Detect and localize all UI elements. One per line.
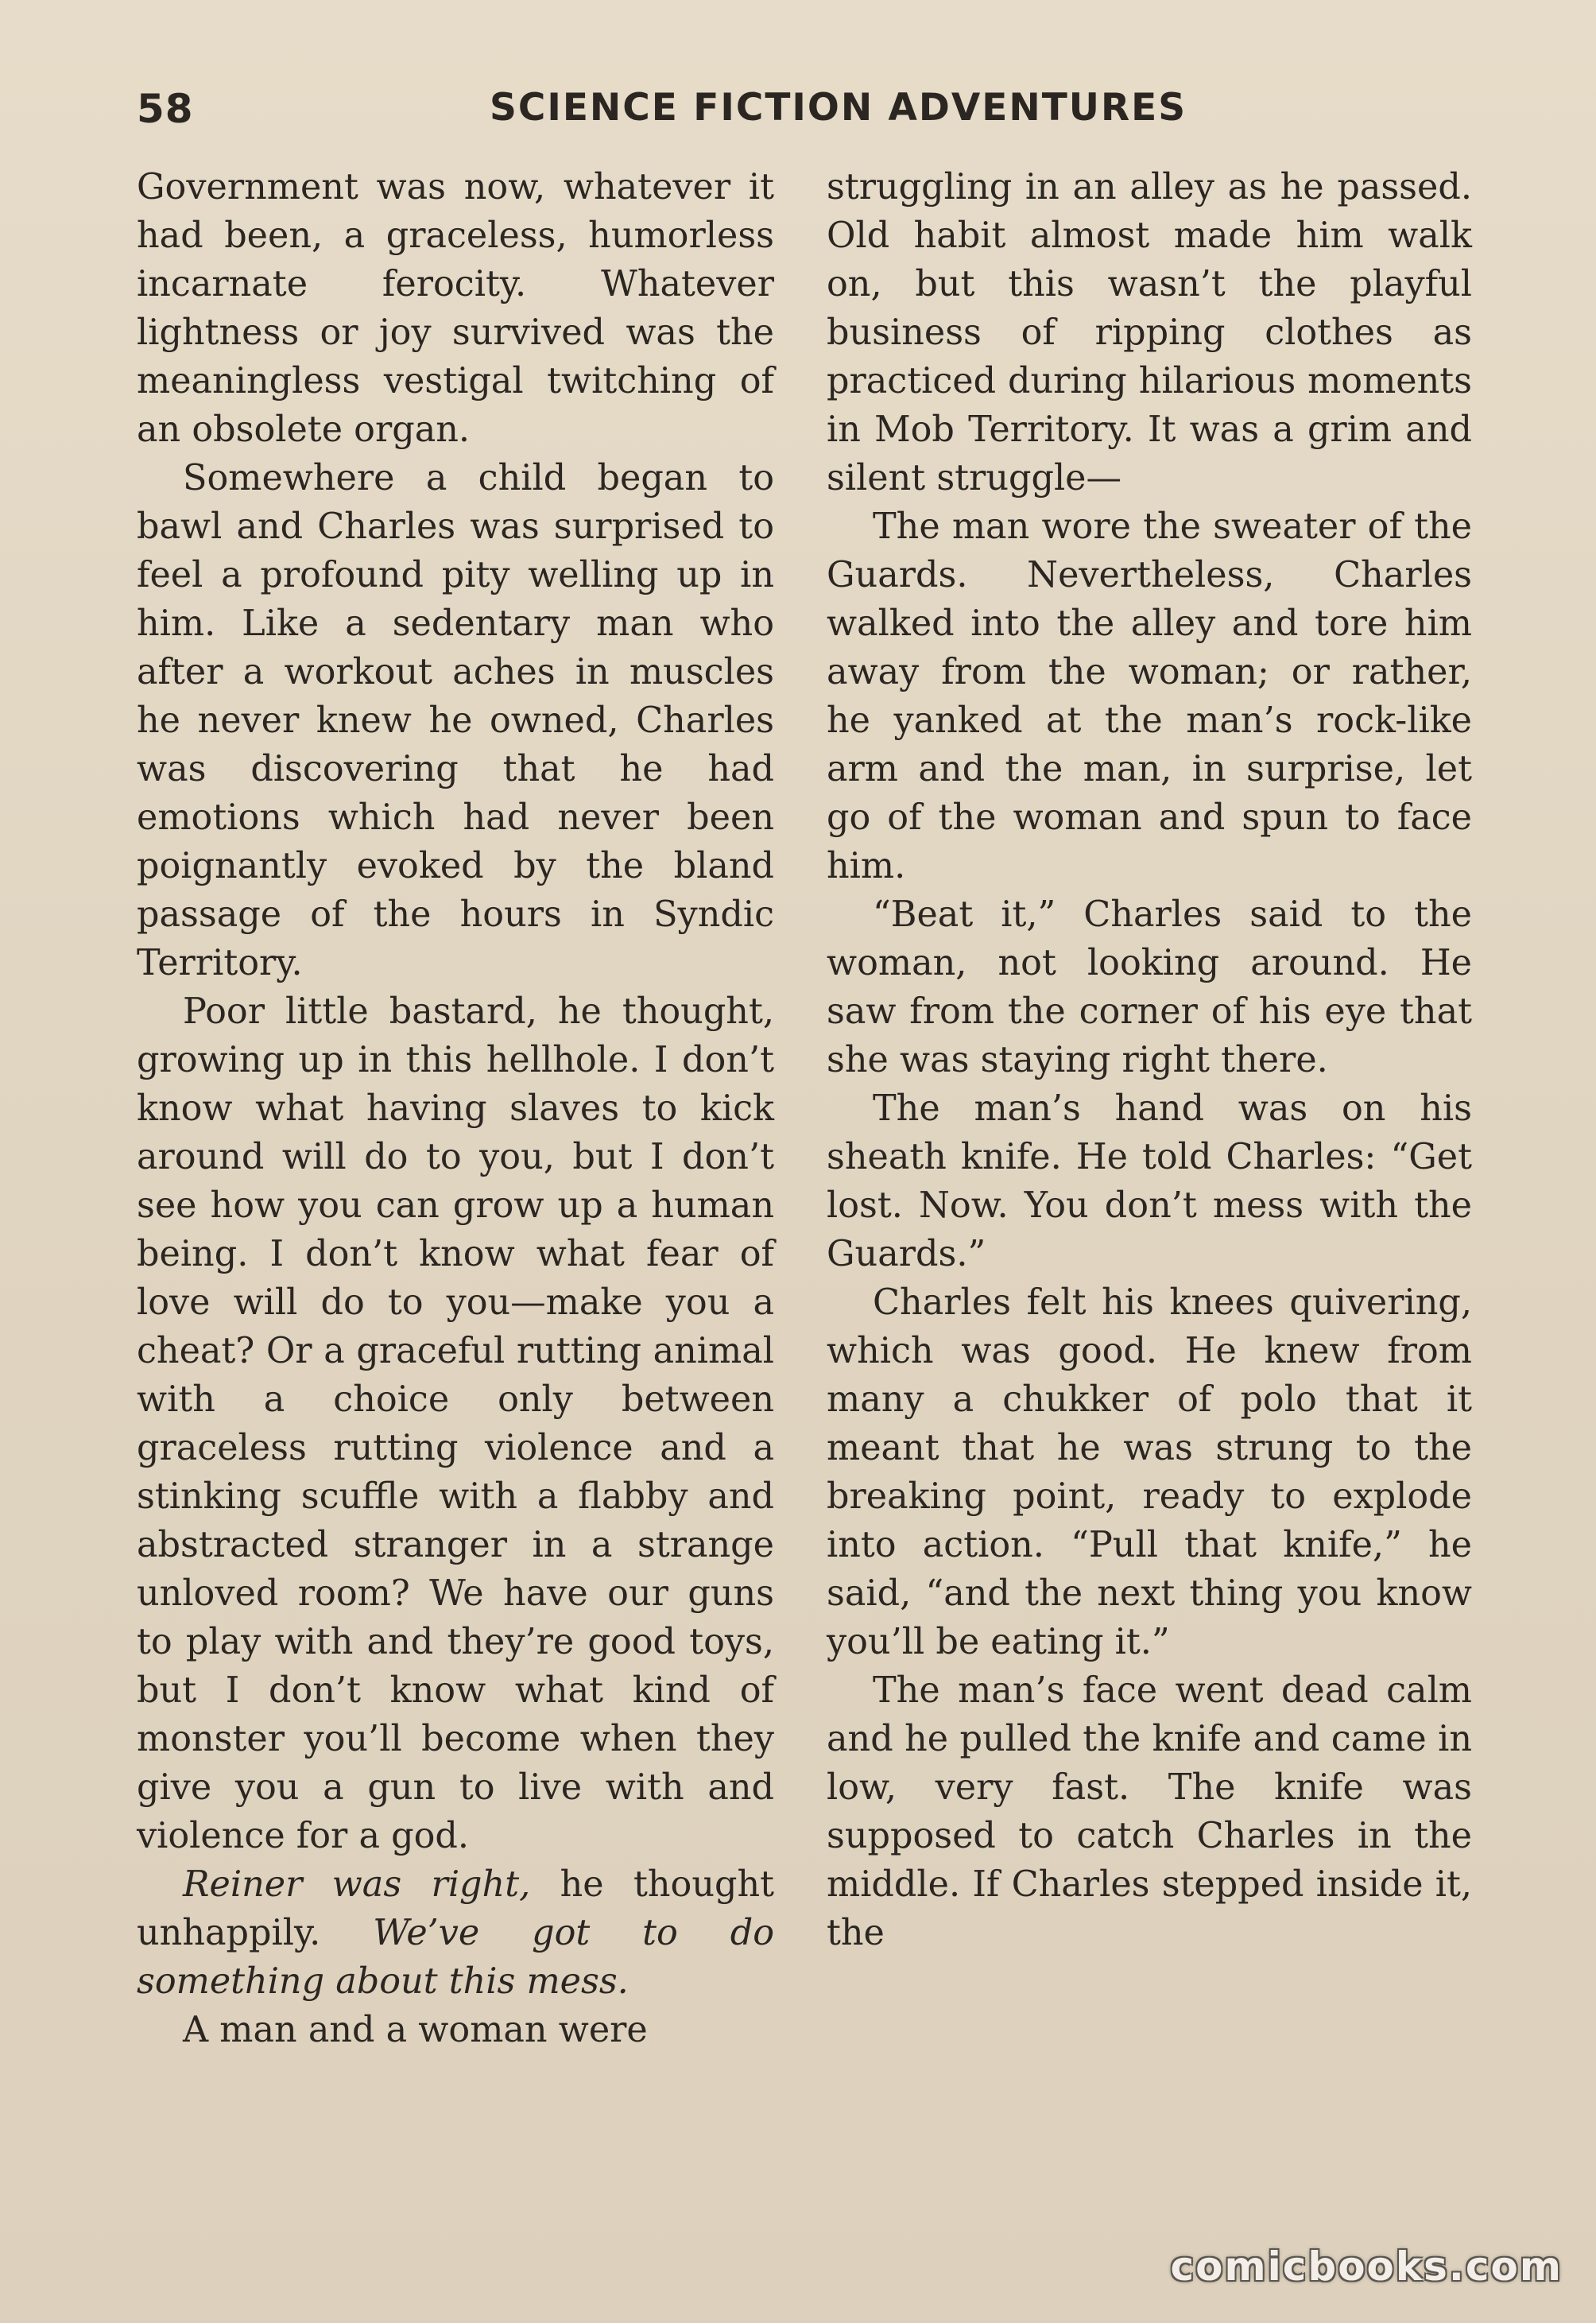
page-number: 58	[137, 86, 194, 132]
running-title: SCIENCE FICTION ADVENTURES	[490, 86, 1187, 130]
italic-text: Reiner was right,	[183, 1864, 531, 1905]
text-run: struggling in an alley as he passed. Old habit almost made him walk on, but this wasn’t the playful business of ripping clothes as practiced during hilarious moments in Mob Territory. It was a grim and silent struggle—	[827, 167, 1472, 498]
text-run: he thought unhappily.	[137, 1864, 775, 1953]
paragraph	[827, 1084, 1472, 1278]
paragraph	[137, 1860, 774, 2006]
paragraph	[137, 163, 774, 454]
text-run: A man and a woman were	[183, 2010, 648, 2050]
left-text-column	[137, 163, 774, 2054]
paragraph	[827, 890, 1472, 1084]
paragraph	[827, 502, 1472, 890]
right-text-column	[827, 163, 1472, 1957]
text-run: Charles felt his knees quivering, which was good. He knew from many a chukker of polo that it meant that he was strung to the breaking point, ready to explode into action. “Pull that knife,” he said, “and the next thing you know you’ll be eating it.”	[827, 1282, 1472, 1662]
paragraph	[827, 1666, 1472, 1957]
text-run: Poor little bastard, he thought, growing up in this hellhole. I don’t know what having slaves to kick around will do to you, but I don’t see how you can grow up a human being. I don’t know what fear of love will do to you—make you a cheat? Or a graceful rutting animal with a choice only between graceless rutting violence and a stinking scuffle with a flabby and abstracted stranger in a strange unloved room? We have our guns to play with and they’re good toys, but I don’t know what kind of monster you’ll become when they give you a gun to live with and violence for a god.	[137, 991, 774, 1856]
text-run: The man’s hand was on his sheath knife. He told Charles: “Get lost. Now. You don’t mess with the Guards.”	[827, 1088, 1472, 1274]
paragraph	[827, 1278, 1472, 1666]
text-run: “Beat it,” Charles said to the woman, not looking around. He saw from the corner of his eye that she was staying right there.	[827, 894, 1472, 1080]
paragraph	[137, 2006, 774, 2054]
watermark: comicbooks.com	[1170, 2243, 1563, 2290]
text-run: The man wore the sweater of the Guards. Nevertheless, Charles walked into the alley and tore him away from the woman; or rather, he yanked at the man’s rock-like arm and the man, in surprise, let go of the woman and spun to face him.	[827, 506, 1472, 886]
italic-text: We’ve got to do something about this mess.	[137, 1913, 774, 2002]
text-run: Somewhere a child began to bawl and Charles was surprised to feel a profound pity welling up in him. Like a sedentary man who after a workout aches in muscles he never knew he owned, Charles was discovering that he had emotions which had never been poignantly evoked by the bland passage of the hours in Syndic Territory.	[137, 458, 774, 983]
text-run: Government was now, whatever it had been, a graceless, humorless incarnate ferocity. Whatever lightness or joy survived was the meaningless vestigal twitching of an obsolete organ.	[137, 167, 774, 450]
text-run: The man’s face went dead calm and he pulled the knife and came in low, very fast. The knife was supposed to catch Charles in the middle. If Charles stepped inside it, the	[827, 1670, 1472, 1953]
paragraph	[137, 987, 774, 1860]
paragraph	[137, 454, 774, 987]
paragraph	[827, 163, 1472, 502]
page-header	[137, 86, 1488, 149]
